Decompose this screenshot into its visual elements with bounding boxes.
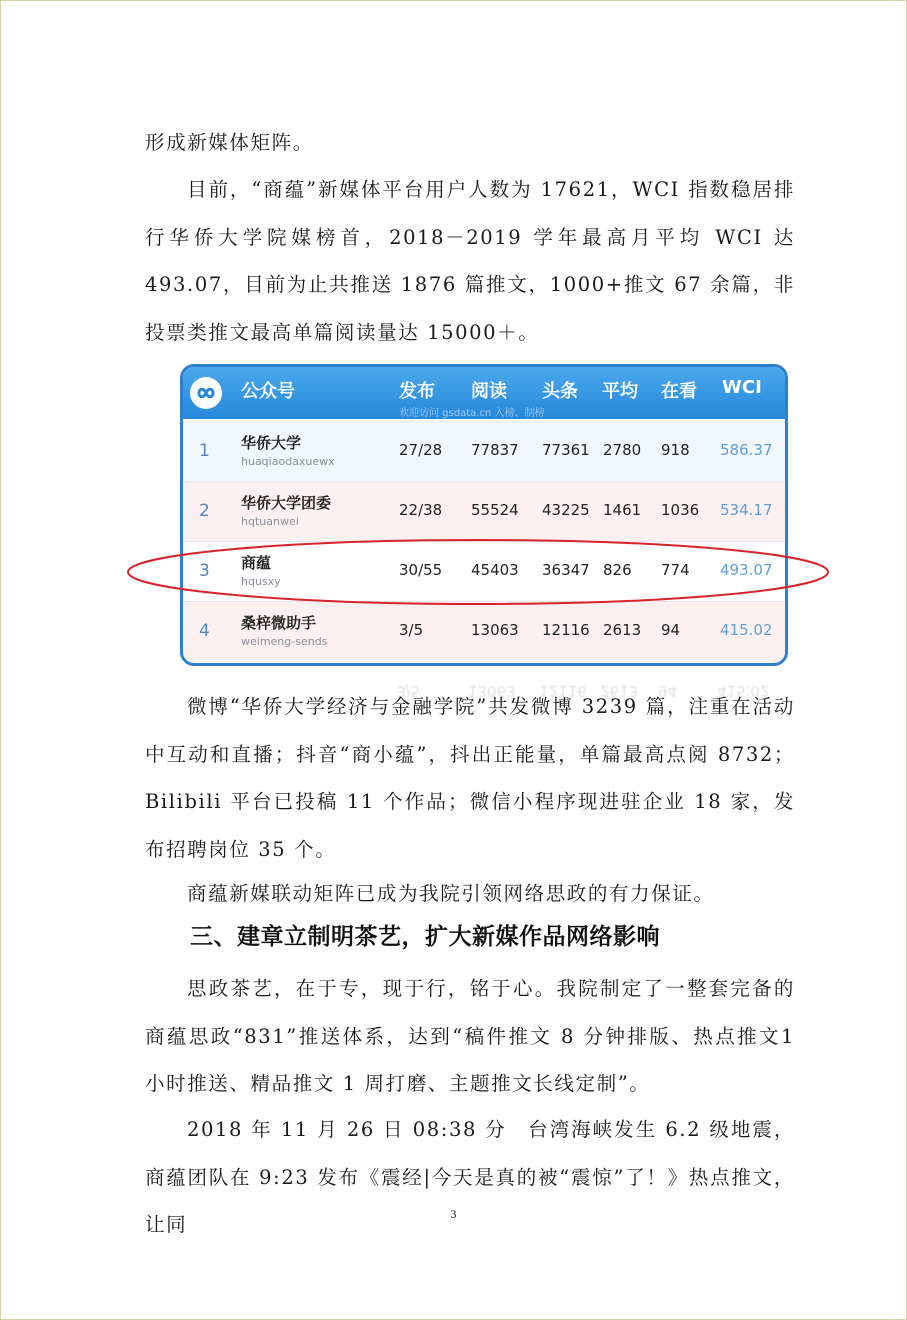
reflection-text: 12116 — [539, 682, 587, 700]
paragraph-3: 微博“华侨大学经济与金融学院”共发微博 3239 篇，注重在活动中互动和直播；抖音“商小蕴”，抖出正能量，单篇最高点阅 8732；Bilibili 平台已投稿 11 个作品；微信小程序现进驻企业 18 家，发布招聘岗位 35 个。 — [145, 695, 795, 861]
headline-value: 12116 — [542, 621, 590, 639]
headline-value: 36347 — [542, 561, 590, 579]
publish-value: 3/5 — [399, 621, 424, 639]
col-wci: WCI — [722, 377, 762, 398]
ranking-row — [183, 421, 785, 482]
header-subtitle: 欢迎访问 gsdata.cn 入榜、制榜 — [399, 408, 545, 419]
wci-value: 534.17 — [720, 501, 773, 519]
reads-value: 45403 — [471, 561, 519, 579]
ranking-header — [183, 367, 785, 419]
watching-value: 774 — [661, 561, 690, 579]
paragraph-1: 形成新媒体矩阵。 — [145, 131, 314, 154]
ranking-row — [183, 601, 785, 662]
wci-value: 586.37 — [720, 441, 773, 459]
col-headline: 头条 — [542, 381, 578, 402]
rank-number: 2 — [199, 501, 210, 521]
ranking-row — [183, 481, 785, 542]
account-name: 华侨大学 — [241, 434, 302, 452]
reads-value: 13063 — [471, 621, 519, 639]
highlight-ellipse — [124, 536, 834, 608]
publish-value: 22/38 — [399, 501, 443, 519]
reads-value: 55524 — [471, 501, 519, 519]
wci-value: 493.07 — [720, 561, 773, 579]
publish-value: 27/28 — [399, 441, 443, 459]
account-id: weimeng-sends — [241, 635, 328, 648]
average-value: 2780 — [603, 441, 642, 459]
reflection-text: 13063 — [468, 682, 516, 700]
infinity-logo-icon — [190, 377, 222, 409]
average-value: 826 — [603, 561, 632, 579]
reflection-text: 2613 — [600, 682, 639, 700]
section-heading: 三、建章立制明茶艺，扩大新媒作品网络影响 — [190, 924, 660, 950]
col-reads: 阅读 — [471, 381, 507, 402]
watching-value: 1036 — [661, 501, 700, 519]
account-id: hqtuanwei — [241, 515, 299, 528]
paragraph-4: 商蕴新媒联动矩阵已成为我院引领网络思政的有力保证。 — [187, 882, 715, 905]
account-id: huaqiaodaxuewx — [241, 455, 335, 468]
col-watching: 在看 — [661, 381, 697, 402]
wci-value: 415.02 — [720, 621, 773, 639]
reflection-text: 415.02 — [717, 682, 770, 700]
watching-value: 918 — [661, 441, 690, 459]
headline-value: 43225 — [542, 501, 590, 519]
account-name: 商蕴 — [241, 554, 272, 572]
wci-ranking-image — [180, 364, 788, 666]
paragraph-2: 目前，“商蕴”新媒体平台用户人数为 17621，WCI 指数稳居排行华侨大学院媒榜首，2018－2019 学年最高月平均 WCI 达 493.07，目前为止共推送 1876 篇推文，1000+推文 67 余篇，非投票类推文最高单篇阅读量达 15000＋。 — [145, 178, 795, 344]
rank-number: 1 — [199, 441, 210, 461]
reflection-text: 3/5 — [396, 682, 421, 700]
page-number: 3 — [450, 1207, 457, 1221]
publish-value: 30/55 — [399, 561, 443, 579]
average-value: 1461 — [603, 501, 642, 519]
reflection-text: 94 — [658, 682, 678, 700]
account-name: 桑梓微助手 — [241, 614, 317, 632]
col-publish: 发布 — [399, 381, 435, 402]
paragraph-5: 思政茶艺，在于专，现于行，铭于心。我院制定了一整套完备的商蕴思政“831”推送体系，达到“稿件推文 8 分钟排版、热点推文1 小时推送、精品推文 1 周打磨、主题推文长线定制”。 — [145, 977, 795, 1095]
col-average: 平均 — [602, 381, 638, 402]
average-value: 2613 — [603, 621, 642, 639]
headline-value: 77361 — [542, 441, 590, 459]
account-name: 华侨大学团委 — [241, 494, 332, 512]
col-account: 公众号 — [241, 381, 295, 402]
paragraph-6: 2018 年 11 月 26 日 08:38 分 台湾海峡发生 6.2 级地震，商蕴团队在 9:23 发布《震经|今天是真的被“震惊”了！》热点推文，让同 — [145, 1118, 795, 1236]
reads-value: 77837 — [471, 441, 519, 459]
rank-number: 3 — [199, 561, 210, 581]
account-id: hqusxy — [241, 575, 281, 588]
watching-value: 94 — [661, 621, 681, 639]
rank-number: 4 — [199, 621, 210, 641]
